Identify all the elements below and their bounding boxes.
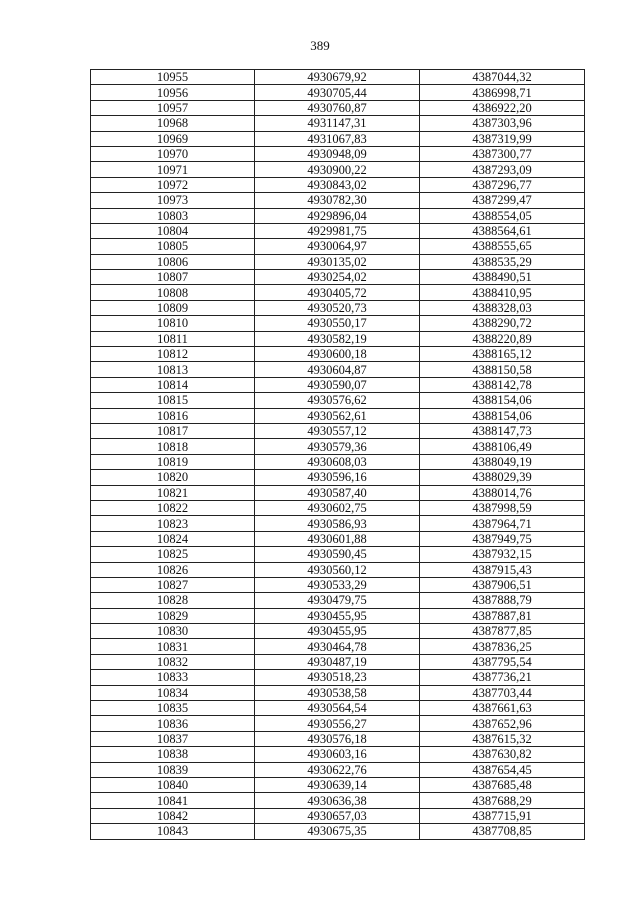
table-row xyxy=(91,762,585,777)
point-number-cell: 10970 xyxy=(91,146,255,161)
table-row xyxy=(91,316,585,331)
point-number-cell: 10836 xyxy=(91,716,255,731)
table-row xyxy=(91,362,585,377)
y-coordinate-cell: 4387685,48 xyxy=(420,777,585,792)
point-number-cell: 10820 xyxy=(91,470,255,485)
x-coordinate-cell: 4930679,92 xyxy=(255,70,420,85)
coordinates-table-body xyxy=(91,70,585,840)
y-coordinate-cell: 4387630,82 xyxy=(420,747,585,762)
y-coordinate-cell: 4387654,45 xyxy=(420,762,585,777)
point-number-cell: 10812 xyxy=(91,347,255,362)
table-row xyxy=(91,593,585,608)
point-number-cell: 10839 xyxy=(91,762,255,777)
y-coordinate-cell: 4387932,15 xyxy=(420,547,585,562)
table-row xyxy=(91,777,585,792)
y-coordinate-cell: 4387964,71 xyxy=(420,516,585,531)
y-coordinate-cell: 4388410,95 xyxy=(420,285,585,300)
y-coordinate-cell: 4388555,65 xyxy=(420,239,585,254)
point-number-cell: 10806 xyxy=(91,254,255,269)
y-coordinate-cell: 4387303,96 xyxy=(420,116,585,131)
x-coordinate-cell: 4930455,95 xyxy=(255,608,420,623)
x-coordinate-cell: 4930518,23 xyxy=(255,670,420,685)
y-coordinate-cell: 4388554,05 xyxy=(420,208,585,223)
y-coordinate-cell: 4388220,89 xyxy=(420,331,585,346)
y-coordinate-cell: 4387715,91 xyxy=(420,808,585,823)
y-coordinate-cell: 4388564,61 xyxy=(420,223,585,238)
y-coordinate-cell: 4388029,39 xyxy=(420,470,585,485)
point-number-cell: 10813 xyxy=(91,362,255,377)
table-row xyxy=(91,562,585,577)
point-number-cell: 10955 xyxy=(91,70,255,85)
point-number-cell: 10808 xyxy=(91,285,255,300)
y-coordinate-cell: 4388154,06 xyxy=(420,408,585,423)
table-row xyxy=(91,608,585,623)
y-coordinate-cell: 4388535,29 xyxy=(420,254,585,269)
point-number-cell: 10825 xyxy=(91,547,255,562)
y-coordinate-cell: 4387703,44 xyxy=(420,685,585,700)
table-row xyxy=(91,747,585,762)
table-row xyxy=(91,824,585,839)
y-coordinate-cell: 4387319,99 xyxy=(420,131,585,146)
table-row xyxy=(91,131,585,146)
point-number-cell: 10818 xyxy=(91,439,255,454)
x-coordinate-cell: 4930576,18 xyxy=(255,731,420,746)
y-coordinate-cell: 4388154,06 xyxy=(420,393,585,408)
x-coordinate-cell: 4930576,62 xyxy=(255,393,420,408)
x-coordinate-cell: 4930603,16 xyxy=(255,747,420,762)
x-coordinate-cell: 4930602,75 xyxy=(255,500,420,515)
x-coordinate-cell: 4930556,27 xyxy=(255,716,420,731)
point-number-cell: 10956 xyxy=(91,85,255,100)
table-row xyxy=(91,70,585,85)
x-coordinate-cell: 4931067,83 xyxy=(255,131,420,146)
x-coordinate-cell: 4930948,09 xyxy=(255,146,420,161)
point-number-cell: 10838 xyxy=(91,747,255,762)
x-coordinate-cell: 4930550,17 xyxy=(255,316,420,331)
table-row xyxy=(91,793,585,808)
y-coordinate-cell: 4388142,78 xyxy=(420,377,585,392)
x-coordinate-cell: 4930601,88 xyxy=(255,531,420,546)
table-row xyxy=(91,239,585,254)
point-number-cell: 10832 xyxy=(91,654,255,669)
table-row xyxy=(91,347,585,362)
x-coordinate-cell: 4930455,95 xyxy=(255,624,420,639)
y-coordinate-cell: 4387906,51 xyxy=(420,577,585,592)
x-coordinate-cell: 4930590,45 xyxy=(255,547,420,562)
table-row xyxy=(91,116,585,131)
y-coordinate-cell: 4387615,32 xyxy=(420,731,585,746)
table-row xyxy=(91,624,585,639)
x-coordinate-cell: 4930636,38 xyxy=(255,793,420,808)
point-number-cell: 10969 xyxy=(91,131,255,146)
x-coordinate-cell: 4930487,19 xyxy=(255,654,420,669)
table-row xyxy=(91,470,585,485)
point-number-cell: 10826 xyxy=(91,562,255,577)
y-coordinate-cell: 4388328,03 xyxy=(420,300,585,315)
x-coordinate-cell: 4930586,93 xyxy=(255,516,420,531)
table-row xyxy=(91,423,585,438)
point-number-cell: 10972 xyxy=(91,177,255,192)
point-number-cell: 10822 xyxy=(91,500,255,515)
point-number-cell: 10841 xyxy=(91,793,255,808)
y-coordinate-cell: 4387949,75 xyxy=(420,531,585,546)
y-coordinate-cell: 4387915,43 xyxy=(420,562,585,577)
x-coordinate-cell: 4930520,73 xyxy=(255,300,420,315)
x-coordinate-cell: 4930600,18 xyxy=(255,347,420,362)
table-row xyxy=(91,408,585,423)
table-row xyxy=(91,393,585,408)
point-number-cell: 10814 xyxy=(91,377,255,392)
x-coordinate-cell: 4930562,61 xyxy=(255,408,420,423)
x-coordinate-cell: 4930843,02 xyxy=(255,177,420,192)
x-coordinate-cell: 4931147,31 xyxy=(255,116,420,131)
x-coordinate-cell: 4930538,58 xyxy=(255,685,420,700)
x-coordinate-cell: 4930596,16 xyxy=(255,470,420,485)
x-coordinate-cell: 4930557,12 xyxy=(255,423,420,438)
point-number-cell: 10837 xyxy=(91,731,255,746)
point-number-cell: 10833 xyxy=(91,670,255,685)
y-coordinate-cell: 4387708,85 xyxy=(420,824,585,839)
table-row xyxy=(91,270,585,285)
table-row xyxy=(91,193,585,208)
table-row xyxy=(91,531,585,546)
point-number-cell: 10823 xyxy=(91,516,255,531)
point-number-cell: 10810 xyxy=(91,316,255,331)
y-coordinate-cell: 4388106,49 xyxy=(420,439,585,454)
y-coordinate-cell: 4387736,21 xyxy=(420,670,585,685)
point-number-cell: 10829 xyxy=(91,608,255,623)
point-number-cell: 10835 xyxy=(91,701,255,716)
table-row xyxy=(91,701,585,716)
table-row xyxy=(91,377,585,392)
table-row xyxy=(91,685,585,700)
point-number-cell: 10824 xyxy=(91,531,255,546)
table-row xyxy=(91,285,585,300)
point-number-cell: 10971 xyxy=(91,162,255,177)
table-row xyxy=(91,670,585,685)
y-coordinate-cell: 4388147,73 xyxy=(420,423,585,438)
table-row xyxy=(91,500,585,515)
point-number-cell: 10803 xyxy=(91,208,255,223)
point-number-cell: 10830 xyxy=(91,624,255,639)
x-coordinate-cell: 4930560,12 xyxy=(255,562,420,577)
point-number-cell: 10840 xyxy=(91,777,255,792)
table-row xyxy=(91,808,585,823)
point-number-cell: 10842 xyxy=(91,808,255,823)
x-coordinate-cell: 4930590,07 xyxy=(255,377,420,392)
x-coordinate-cell: 4929981,75 xyxy=(255,223,420,238)
x-coordinate-cell: 4930760,87 xyxy=(255,100,420,115)
y-coordinate-cell: 4387836,25 xyxy=(420,639,585,654)
point-number-cell: 10811 xyxy=(91,331,255,346)
y-coordinate-cell: 4386998,71 xyxy=(420,85,585,100)
y-coordinate-cell: 4386922,20 xyxy=(420,100,585,115)
point-number-cell: 10843 xyxy=(91,824,255,839)
point-number-cell: 10804 xyxy=(91,223,255,238)
point-number-cell: 10807 xyxy=(91,270,255,285)
x-coordinate-cell: 4930479,75 xyxy=(255,593,420,608)
table-row xyxy=(91,162,585,177)
y-coordinate-cell: 4388290,72 xyxy=(420,316,585,331)
x-coordinate-cell: 4930705,44 xyxy=(255,85,420,100)
y-coordinate-cell: 4388150,58 xyxy=(420,362,585,377)
point-number-cell: 10821 xyxy=(91,485,255,500)
x-coordinate-cell: 4930639,14 xyxy=(255,777,420,792)
point-number-cell: 10805 xyxy=(91,239,255,254)
table-row xyxy=(91,146,585,161)
coordinates-table xyxy=(90,69,585,840)
table-row xyxy=(91,100,585,115)
point-number-cell: 10827 xyxy=(91,577,255,592)
x-coordinate-cell: 4930564,54 xyxy=(255,701,420,716)
y-coordinate-cell: 4387044,32 xyxy=(420,70,585,85)
x-coordinate-cell: 4930533,29 xyxy=(255,577,420,592)
x-coordinate-cell: 4930900,22 xyxy=(255,162,420,177)
table-row xyxy=(91,577,585,592)
page-number: 389 xyxy=(310,38,330,53)
point-number-cell: 10968 xyxy=(91,116,255,131)
y-coordinate-cell: 4387887,81 xyxy=(420,608,585,623)
point-number-cell: 10957 xyxy=(91,100,255,115)
table-row xyxy=(91,547,585,562)
x-coordinate-cell: 4930464,78 xyxy=(255,639,420,654)
y-coordinate-cell: 4387661,63 xyxy=(420,701,585,716)
x-coordinate-cell: 4930405,72 xyxy=(255,285,420,300)
x-coordinate-cell: 4929896,04 xyxy=(255,208,420,223)
x-coordinate-cell: 4930579,36 xyxy=(255,439,420,454)
point-number-cell: 10828 xyxy=(91,593,255,608)
point-number-cell: 10831 xyxy=(91,639,255,654)
table-row xyxy=(91,716,585,731)
table-row xyxy=(91,254,585,269)
y-coordinate-cell: 4387888,79 xyxy=(420,593,585,608)
table-row xyxy=(91,516,585,531)
y-coordinate-cell: 4388014,76 xyxy=(420,485,585,500)
table-row xyxy=(91,208,585,223)
point-number-cell: 10834 xyxy=(91,685,255,700)
table-row xyxy=(91,639,585,654)
x-coordinate-cell: 4930657,03 xyxy=(255,808,420,823)
x-coordinate-cell: 4930622,76 xyxy=(255,762,420,777)
x-coordinate-cell: 4930587,40 xyxy=(255,485,420,500)
y-coordinate-cell: 4387998,59 xyxy=(420,500,585,515)
table-row xyxy=(91,731,585,746)
point-number-cell: 10809 xyxy=(91,300,255,315)
table-row xyxy=(91,654,585,669)
y-coordinate-cell: 4388049,19 xyxy=(420,454,585,469)
x-coordinate-cell: 4930604,87 xyxy=(255,362,420,377)
y-coordinate-cell: 4387652,96 xyxy=(420,716,585,731)
y-coordinate-cell: 4387877,85 xyxy=(420,624,585,639)
x-coordinate-cell: 4930782,30 xyxy=(255,193,420,208)
point-number-cell: 10816 xyxy=(91,408,255,423)
y-coordinate-cell: 4387296,77 xyxy=(420,177,585,192)
y-coordinate-cell: 4387300,77 xyxy=(420,146,585,161)
table-row xyxy=(91,331,585,346)
y-coordinate-cell: 4388165,12 xyxy=(420,347,585,362)
table-row xyxy=(91,85,585,100)
x-coordinate-cell: 4930064,97 xyxy=(255,239,420,254)
x-coordinate-cell: 4930135,02 xyxy=(255,254,420,269)
point-number-cell: 10973 xyxy=(91,193,255,208)
x-coordinate-cell: 4930608,03 xyxy=(255,454,420,469)
point-number-cell: 10819 xyxy=(91,454,255,469)
y-coordinate-cell: 4387293,09 xyxy=(420,162,585,177)
x-coordinate-cell: 4930582,19 xyxy=(255,331,420,346)
y-coordinate-cell: 4387688,29 xyxy=(420,793,585,808)
y-coordinate-cell: 4387299,47 xyxy=(420,193,585,208)
point-number-cell: 10815 xyxy=(91,393,255,408)
table-row xyxy=(91,177,585,192)
table-row xyxy=(91,454,585,469)
x-coordinate-cell: 4930254,02 xyxy=(255,270,420,285)
table-row xyxy=(91,439,585,454)
table-row xyxy=(91,485,585,500)
point-number-cell: 10817 xyxy=(91,423,255,438)
x-coordinate-cell: 4930675,35 xyxy=(255,824,420,839)
y-coordinate-cell: 4388490,51 xyxy=(420,270,585,285)
table-row xyxy=(91,223,585,238)
y-coordinate-cell: 4387795,54 xyxy=(420,654,585,669)
table-row xyxy=(91,300,585,315)
